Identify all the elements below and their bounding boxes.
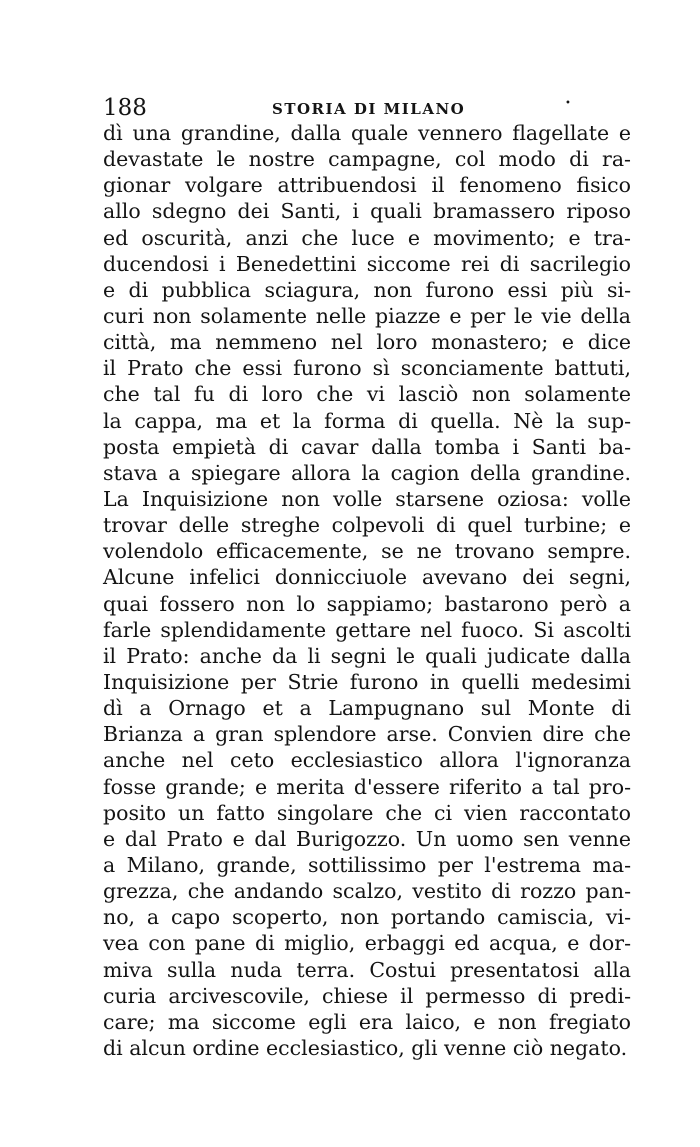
text-line: posito un fatto singolare che ci vien raccontato: [103, 800, 631, 825]
text-line: Alcune infelici donnicciuole avevano dei segni,: [103, 565, 631, 590]
text-line: la cappa, ma et la forma di quella. Nè la sup-: [103, 408, 631, 433]
text-line: Inquisizione per Strie furono in quelli medesimi: [103, 669, 631, 694]
text-line: gionar volgare attribuendosi il fenomeno fisico: [103, 173, 631, 198]
text-line: Brianza a gran splendore arse. Convien dire che: [103, 722, 631, 747]
text-line: di alcun ordine ecclesiastico, gli venne ciò negato.: [103, 1035, 628, 1060]
text-line: devastate le nostre campagne, col modo di ra-: [103, 147, 631, 172]
text-line: curi non solamente nelle piazze e per le vie della: [103, 303, 631, 328]
text-line: care; ma siccome egli era laico, e non fregiato: [103, 1009, 631, 1034]
text-line: posta empietà di cavar dalla tomba i Santi ba-: [103, 434, 631, 459]
text-line: quai fossero non lo sappiamo; bastarono però a: [103, 591, 631, 616]
text-line: allo sdegno dei Santi, i quali bramassero riposo: [103, 199, 631, 224]
text-line: La Inquisizione non volle starsene oziosa: volle: [103, 486, 631, 511]
text-line: e di pubblica sciagura, non furono essi più si-: [103, 277, 631, 302]
text-line: il Prato: anche da li segni le quali judicate dalla: [103, 643, 631, 668]
text-line: volendolo efficacemente, se ne trovano sempre.: [103, 539, 631, 564]
text-line: che tal fu di loro che vi lasciò non solamente: [103, 382, 631, 407]
text-line: a Milano, grande, sottilissimo per l'estrema ma-: [103, 852, 631, 877]
text-line: ducendosi i Benedettini siccome rei di sacrilegio: [103, 251, 631, 276]
text-line: il Prato che essi furono sì sconciamente battuti,: [103, 356, 631, 381]
page-number: 188: [103, 95, 147, 121]
text-line: anche nel ceto ecclesiastico allora l'ignoranza: [103, 748, 631, 773]
text-line: fosse grande; e merita d'essere riferito a tal pro-: [103, 774, 631, 799]
text-line: città, ma nemmeno nel loro monastero; e dice: [103, 330, 631, 355]
text-line: curia arcivescovile, chiese il permesso di predi-: [103, 983, 631, 1008]
text-line: dì una grandine, dalla quale vennero flagellate e: [103, 121, 631, 145]
text-line: ed oscurità, anzi che luce e movimento; e tra-: [103, 225, 631, 250]
running-title: STORIA DI MILANO: [272, 100, 466, 118]
body-text: [103, 120, 631, 1061]
text-line: vea con pane di miglio, erbaggi ed acqua, e dor-: [103, 931, 631, 956]
header-mark: •: [565, 98, 571, 109]
text-line: e dal Prato e dal Burigozzo. Un uomo sen venne: [103, 826, 631, 851]
text-line: trovar delle streghe colpevoli di quel turbine; e: [103, 513, 631, 538]
text-line: miva sulla nuda terra. Costui presentatosi alla: [103, 957, 631, 982]
text-line: grezza, che andando scalzo, vestito di rozzo pan-: [103, 879, 631, 904]
text-line: dì a Ornago et a Lampugnano sul Monte di: [103, 696, 631, 721]
text-line: farle splendidamente gettare nel fuoco. Si ascolti: [103, 617, 631, 642]
text-line: stava a spiegare allora la cagion della grandine.: [103, 460, 631, 485]
text-line: no, a capo scoperto, non portando camiscia, vi-: [103, 905, 631, 930]
